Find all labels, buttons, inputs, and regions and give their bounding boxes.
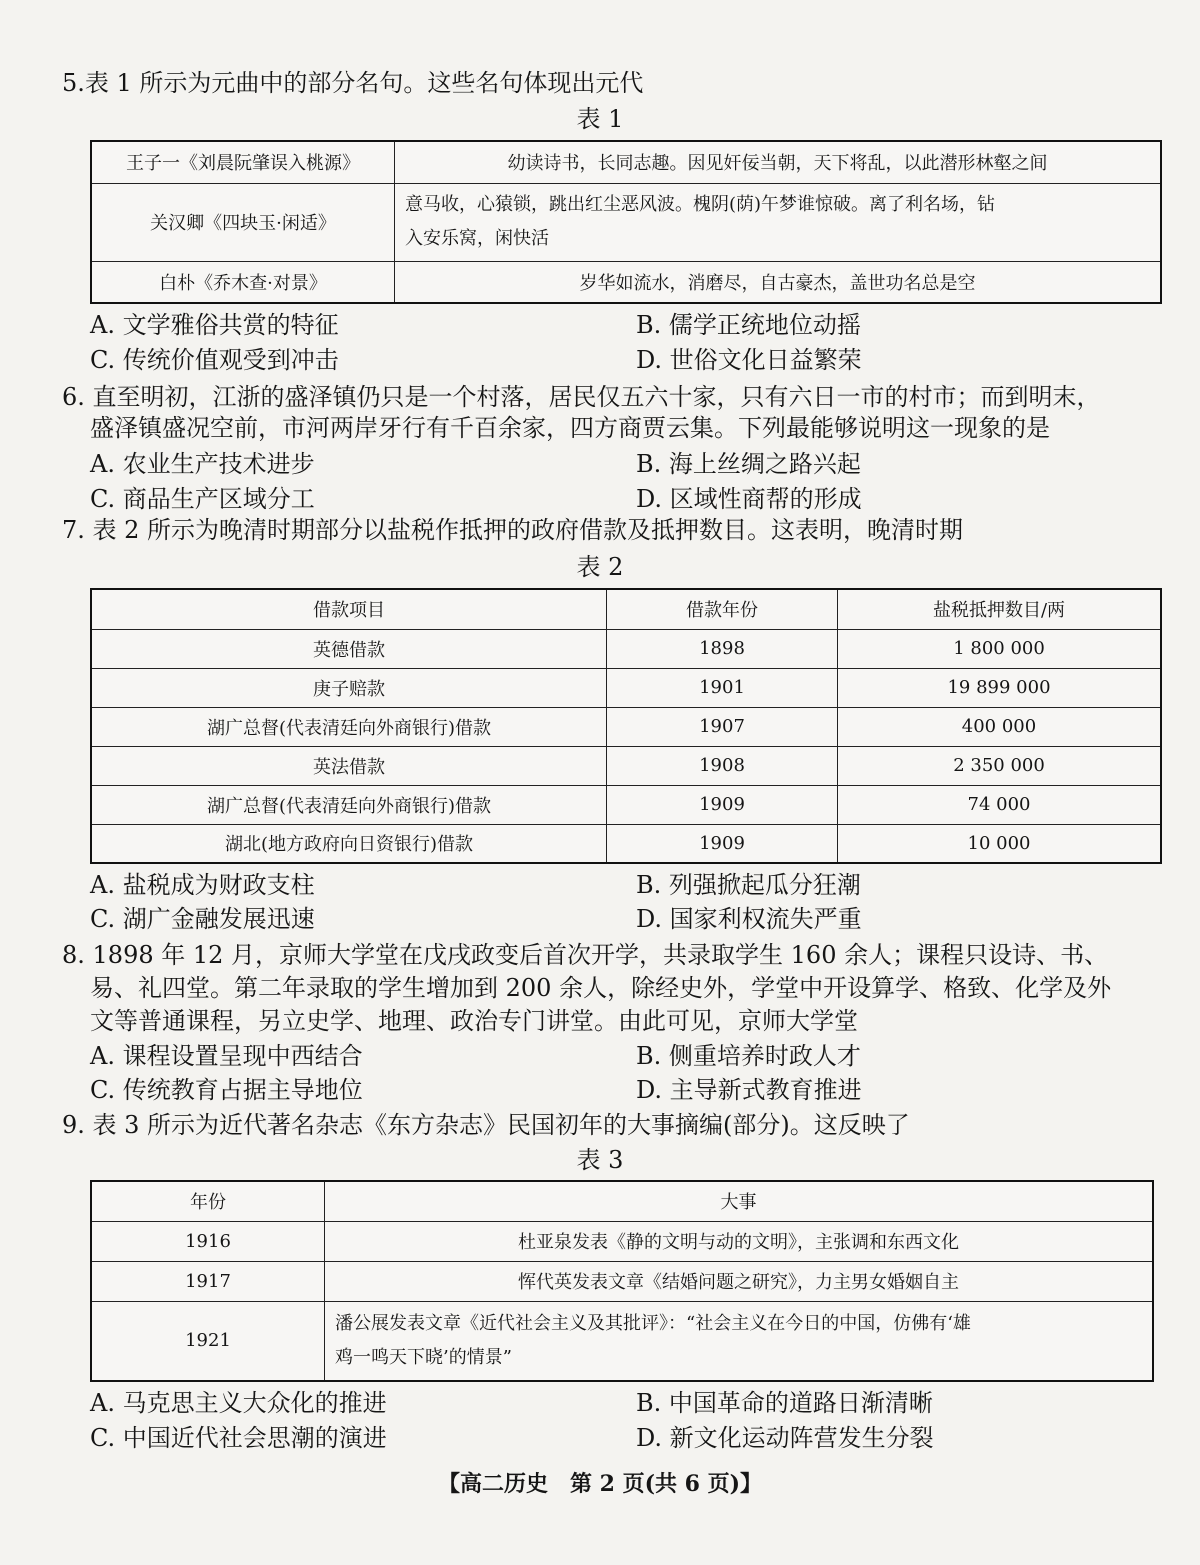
table2-header: 借款年份 bbox=[607, 589, 838, 629]
table-row bbox=[91, 1261, 1153, 1301]
table3-header: 大事 bbox=[325, 1181, 1154, 1221]
table1-author: 白朴《乔木查·对景》 bbox=[91, 261, 395, 303]
table-2 bbox=[90, 588, 1162, 864]
q6-option-d[interactable]: D. 区域性商帮的形成 bbox=[636, 485, 862, 513]
table-row bbox=[91, 824, 1161, 863]
q6-stem-line2: 盛泽镇盛况空前，市河两岸牙行有千百余家，四方商贾云集。下列最能够说明这一现象的是 bbox=[90, 414, 1050, 442]
table1-text bbox=[395, 183, 1162, 261]
q9-stem: 9. 表 3 所示为近代著名杂志《东方杂志》民国初年的大事摘编(部分)。这反映了 bbox=[62, 1111, 910, 1139]
q9-option-c[interactable]: C. 中国近代社会思潮的演进 bbox=[90, 1424, 387, 1452]
table2-header: 借款项目 bbox=[91, 589, 607, 629]
table-row bbox=[91, 746, 1161, 785]
q8-option-c[interactable]: C. 传统教育占据主导地位 bbox=[90, 1076, 363, 1104]
table1-text: 幼读诗书，长同志趣。因见奸佞当朝，天下将乱，以此潜形林壑之间 bbox=[395, 141, 1162, 183]
table2-header: 盐税抵押数目/两 bbox=[838, 589, 1162, 629]
table1-text-line: 意马收，心猿锁，跳出红尘恶风波。槐阴(荫)午梦谁惊破。离了利名场，钻 bbox=[405, 194, 996, 215]
page-footer: 【高二历史 第 2 页(共 6 页)】 bbox=[437, 1471, 763, 1497]
q7-option-c[interactable]: C. 湖广金融发展迅速 bbox=[90, 905, 315, 933]
q8-option-a[interactable]: A. 课程设置呈现中西结合 bbox=[90, 1042, 363, 1070]
q5-option-c[interactable]: C. 传统价值观受到冲击 bbox=[90, 346, 339, 374]
q7-stem: 7. 表 2 所示为晚清时期部分以盐税作抵押的政府借款及抵押数目。这表明，晚清时期 bbox=[62, 516, 964, 544]
table-1 bbox=[90, 140, 1162, 304]
table2-caption: 表 2 bbox=[576, 553, 624, 581]
table3-event: 杜亚泉发表《静的文明与动的文明》，主张调和东西文化 bbox=[325, 1221, 1154, 1261]
table3-event: 恽代英发表文章《结婚问题之研究》，力主男女婚姻自主 bbox=[325, 1261, 1154, 1301]
table2-year: 1898 bbox=[607, 629, 838, 668]
table2-amount: 74 000 bbox=[838, 785, 1162, 824]
table-row bbox=[91, 183, 1161, 261]
table3-year: 1921 bbox=[91, 1301, 325, 1381]
table3-year: 1917 bbox=[91, 1261, 325, 1301]
q5-option-d[interactable]: D. 世俗文化日益繁荣 bbox=[636, 346, 862, 374]
q8-stem-line3: 文等普通课程，另立史学、地理、政治专门讲堂。由此可见，京师大学堂 bbox=[90, 1007, 858, 1035]
q5-stem: 5.表 1 所示为元曲中的部分名句。这些名句体现出元代 bbox=[62, 69, 644, 97]
q9-option-d[interactable]: D. 新文化运动阵营发生分裂 bbox=[636, 1424, 934, 1452]
table-row bbox=[91, 668, 1161, 707]
table3-event-line: 潘公展发表文章《近代社会主义及其批评》：“社会主义在今日的中国，仿佛有‘雄 bbox=[335, 1312, 971, 1334]
table1-author: 关汉卿《四块玉·闲适》 bbox=[91, 183, 395, 261]
table2-year: 1907 bbox=[607, 707, 838, 746]
table3-caption: 表 3 bbox=[576, 1146, 624, 1174]
table-header-row bbox=[91, 589, 1161, 629]
q8-option-d[interactable]: D. 主导新式教育推进 bbox=[636, 1076, 862, 1104]
table2-year: 1901 bbox=[607, 668, 838, 707]
table2-item: 湖广总督(代表清廷向外商银行)借款 bbox=[91, 707, 607, 746]
q7-option-b[interactable]: B. 列强掀起瓜分狂潮 bbox=[636, 871, 861, 899]
table-row bbox=[91, 261, 1161, 303]
q6-option-a[interactable]: A. 农业生产技术进步 bbox=[90, 450, 315, 478]
table2-amount: 1 800 000 bbox=[838, 629, 1162, 668]
q8-stem-line1: 8. 1898 年 12 月，京师大学堂在戊戌政变后首次开学，共录取学生 160 余人；课程只设诗、书、 bbox=[62, 941, 1109, 969]
table-3 bbox=[90, 1180, 1154, 1382]
q6-option-b[interactable]: B. 海上丝绸之路兴起 bbox=[636, 450, 861, 478]
table-row bbox=[91, 785, 1161, 824]
q8-option-b[interactable]: B. 侧重培养时政人才 bbox=[636, 1042, 861, 1070]
table2-item: 英德借款 bbox=[91, 629, 607, 668]
table1-text-line: 入安乐窝，闲快活 bbox=[405, 228, 549, 249]
table2-item: 湖广总督(代表清廷向外商银行)借款 bbox=[91, 785, 607, 824]
table3-event bbox=[325, 1301, 1154, 1381]
table1-text: 岁华如流水，消磨尽，自古豪杰，盖世功名总是空 bbox=[395, 261, 1162, 303]
table2-amount: 400 000 bbox=[838, 707, 1162, 746]
table-header-row bbox=[91, 1181, 1153, 1221]
table2-amount: 2 350 000 bbox=[838, 746, 1162, 785]
table-row bbox=[91, 141, 1161, 183]
table1-author: 王子一《刘晨阮肇误入桃源》 bbox=[91, 141, 395, 183]
q9-option-b[interactable]: B. 中国革命的道路日渐清晰 bbox=[636, 1389, 933, 1417]
table2-amount: 10 000 bbox=[838, 824, 1162, 863]
table1-caption: 表 1 bbox=[576, 105, 624, 133]
q6-option-c[interactable]: C. 商品生产区域分工 bbox=[90, 485, 315, 513]
table-row bbox=[91, 1301, 1153, 1381]
q5-option-b[interactable]: B. 儒学正统地位动摇 bbox=[636, 311, 861, 339]
q6-stem-line1: 6. 直至明初，江浙的盛泽镇仍只是一个村落，居民仅五六十家，只有六日一市的村市；而到明末， bbox=[62, 383, 1101, 411]
table2-amount: 19 899 000 bbox=[838, 668, 1162, 707]
q7-option-d[interactable]: D. 国家利权流失严重 bbox=[636, 905, 862, 933]
table2-item: 英法借款 bbox=[91, 746, 607, 785]
q8-stem-line2: 易、礼四堂。第二年录取的学生增加到 200 余人，除经史外，学堂中开设算学、格致、化学及外 bbox=[90, 974, 1112, 1002]
table2-item: 湖北(地方政府向日资银行)借款 bbox=[91, 824, 607, 863]
table2-year: 1908 bbox=[607, 746, 838, 785]
table3-header: 年份 bbox=[91, 1181, 325, 1221]
table2-item: 庚子赔款 bbox=[91, 668, 607, 707]
table-row bbox=[91, 629, 1161, 668]
table2-year: 1909 bbox=[607, 824, 838, 863]
table2-year: 1909 bbox=[607, 785, 838, 824]
table-row bbox=[91, 1221, 1153, 1261]
q9-option-a[interactable]: A. 马克思主义大众化的推进 bbox=[90, 1389, 387, 1417]
q5-option-a[interactable]: A. 文学雅俗共赏的特征 bbox=[90, 311, 339, 339]
table3-year: 1916 bbox=[91, 1221, 325, 1261]
table3-event-line: 鸡一鸣天下晓’的情景” bbox=[335, 1346, 512, 1368]
table-row bbox=[91, 707, 1161, 746]
q7-option-a[interactable]: A. 盐税成为财政支柱 bbox=[90, 871, 315, 899]
